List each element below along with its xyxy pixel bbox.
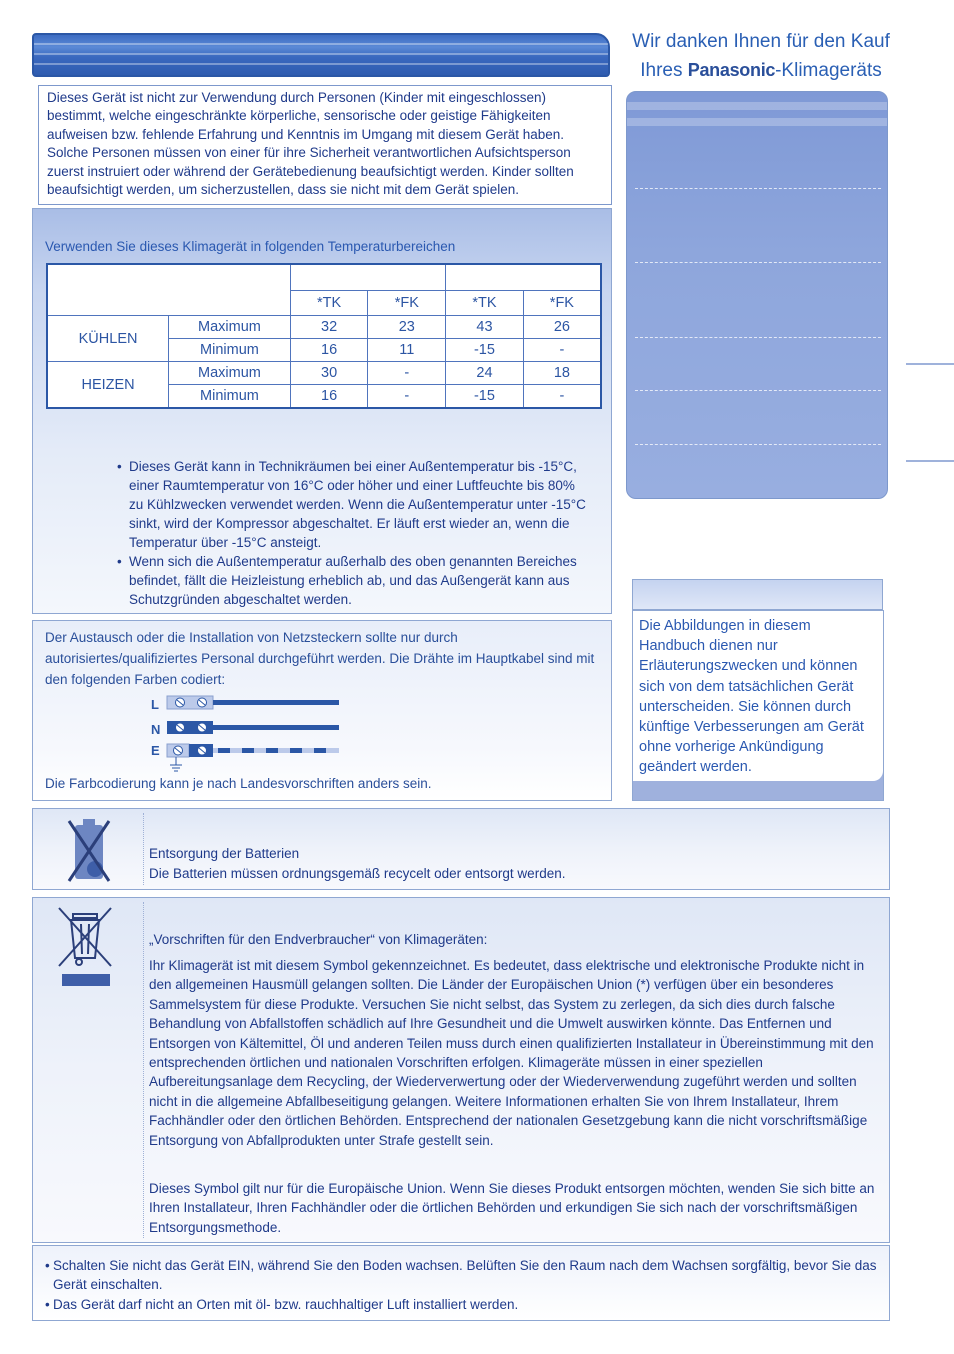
- value-cell: -15: [446, 385, 524, 409]
- contents-panel: [626, 91, 888, 499]
- unit-cell: *FK: [368, 290, 446, 315]
- temperature-intro: Verwenden Sie dieses Klimagerät in folgenden Temperaturbereichen: [45, 239, 456, 254]
- level-cell: Minimum: [169, 339, 291, 362]
- thanks-heading: [626, 28, 896, 85]
- table-corner-cell: [47, 264, 290, 316]
- unit-cell: *TK: [446, 290, 524, 315]
- value-cell: 26: [523, 316, 601, 339]
- brand-logo: Panasonic: [687, 60, 776, 80]
- value-cell: 18: [523, 362, 601, 385]
- value-cell: 32: [290, 316, 368, 339]
- value-cell: 24: [446, 362, 524, 385]
- battery-disposal-section: [32, 808, 890, 890]
- wiring-diagram-icon: [166, 695, 346, 775]
- mode-cell-heating: HEIZEN: [47, 362, 169, 409]
- plug-text: Der Austausch oder die Installation von Netzsteckern sollte nur durch autorisiertes/qualifiziertes Personal durchgeführt werden. Die Drähte im Hauptkabel sind mit den folgenden Farben codiert:: [45, 630, 595, 687]
- temperature-table: [46, 263, 602, 409]
- crossed-wheelie-bin-icon: [55, 904, 117, 986]
- value-cell: 11: [368, 339, 446, 362]
- table-header-row: [47, 264, 601, 290]
- section-title-bar: [32, 33, 610, 77]
- temperature-range-section: [32, 208, 612, 614]
- battery-title: Entsorgung der Batterien: [149, 846, 300, 861]
- wire-label-n: N: [151, 722, 161, 737]
- bottom-notes-section: [32, 1245, 890, 1321]
- plug-footer: Die Farbcodierung kann je nach Landesvorschriften anders sein.: [45, 776, 432, 791]
- level-cell: Maximum: [169, 316, 291, 339]
- page-tab-marker: [906, 460, 954, 462]
- thanks-suffix: -Klimageräts: [775, 60, 882, 81]
- illustration-note-header: [632, 579, 883, 610]
- unit-cell: *TK: [290, 290, 368, 315]
- note-item: • Das Gerät darf nicht an Orten mit öl- bzw. rauchhaltiger Luft installiert werden.: [45, 1296, 519, 1312]
- weee-text: Ihr Klimagerät ist mit diesem Symbol gekennzeichnet. Es bedeutet, dass elektrische und elektronische Produkte nicht in den allgemeinen Hausmüll gelangen sollten. Die Länder der Europäischen Union (*) verfügen über ein besonderes Sammelsystem für diese Produkte. Versuchen Sie nicht selbst, das System zu zerlegen, da sich dies durch falsche Behandlung von Abfallstoffen schädlich auf Ihre Gesundheit und die Umwelt auswirken könnte. Das Entfernen und Entsorgen von Kältemittel, Öl und anderen Teilen muss durch einen qualifizierten Installateur in Übereinstimmung mit den entsprechenden örtlichen und nationalen Vorschriften erfolgen. Klimageräte müssen in einer speziellen Aufbereitungsanlage dem Recycling, der Wiederverwertung oder der Wiederverwendung zugeführt werden und sollten nicht in die allgemeine Abfallbeseitigung gelangen. Weitere Informationen erhalten Sie von Ihrem Installateur, Ihrem Fachhändler oder den örtlichen Behörden. Entsprechend der nationalen Gesetzgebung kann die nicht vorschriftsmäßige Entsorgung von Abfallprodukten unter Strafe gestellt sein.: [149, 958, 874, 1148]
- value-cell: -: [368, 385, 446, 409]
- plug-wiring-section: [32, 620, 612, 801]
- value-cell: -: [523, 339, 601, 362]
- level-cell: Maximum: [169, 362, 291, 385]
- note-item: • Schalten Sie nicht das Gerät EIN, während Sie den Boden wachsen. Belüften Sie den Raum nach dem Wachsen sorgfältig, bevor Sie das Gerät einschalten.: [45, 1258, 877, 1293]
- value-cell: -: [368, 362, 446, 385]
- crossed-battery-icon: [67, 817, 111, 883]
- note-item: • Wenn sich die Außentemperatur außerhalb des oben genannten Bereiches befindet, fällt die Heizleistung erheblich ab, und das Außengerät kann aus Schutzgründen abgeschaltet werden.: [117, 552, 587, 609]
- weee-eu-text: Dieses Symbol gilt nur für die Europäische Union. Wenn Sie dieses Produkt entsorgen möchten, wenden Sie sich bitte an Ihren Installateur, Ihren Fachhändler oder die örtlichen Behörden und erkundigen Sie sich nach der vorschriftsmäßigen Entsorgungsmethode.: [149, 1181, 875, 1235]
- safety-warning-text: Dieses Gerät ist nicht zur Verwendung durch Personen (Kinder mit eingeschlossen) bestimmt, welche eingeschränkte körperliche, sensorische oder geistige Fähigkeiten aufweisen bzw. fehlende Erfahrung und Kenntnis im Umgang mit diesem Gerät haben. Solche Personen müssen von einer für ihre Sicherheit verantwortlichen Aufsichtsperson zuerst instruiert oder während der Gerätebedienung beaufsichtigt werden. Kinder sollten beaufsichtigt werden, um sicherzustellen, dass sie nicht mit dem Gerät spielen.: [47, 90, 574, 198]
- safety-warning-box: [38, 85, 612, 205]
- value-cell: 43: [446, 316, 524, 339]
- weee-disposal-section: [32, 897, 890, 1243]
- mode-cell-cooling: KÜHLEN: [47, 316, 169, 362]
- table-group-header-indoor: [290, 264, 445, 290]
- table-row: [47, 362, 601, 385]
- illustration-note-text: Die Abbildungen in diesem Handbuch dienen nur Erläuterungszwecken und können sich von dem tatsächlichen Gerät unterscheiden. Sie können durch künftige Verbesserungen am Gerät ohne vorherige Ankündigung geändert werden.: [639, 618, 864, 776]
- value-cell: 16: [290, 339, 368, 362]
- battery-text: Die Batterien müssen ordnungsgemäß recycelt oder entsorgt werden.: [149, 866, 566, 881]
- unit-cell: *FK: [523, 290, 601, 315]
- value-cell: 23: [368, 316, 446, 339]
- table-group-header-outdoor: [446, 264, 601, 290]
- thanks-line1: Wir danken Ihnen für den Kauf: [632, 31, 890, 52]
- table-row: [47, 316, 601, 339]
- wire-label-e: E: [151, 743, 160, 758]
- weee-title: „Vorschriften für den Endverbraucher“ von Klimageräten:: [149, 932, 488, 947]
- thanks-prefix: Ihres: [640, 60, 688, 81]
- value-cell: -15: [446, 339, 524, 362]
- value-cell: 16: [290, 385, 368, 409]
- temperature-notes: [117, 457, 587, 609]
- value-cell: 30: [290, 362, 368, 385]
- wire-label-l: L: [151, 697, 159, 712]
- illustration-note-box: [632, 610, 884, 801]
- level-cell: Minimum: [169, 385, 291, 409]
- value-cell: -: [523, 385, 601, 409]
- page-tab-marker: [906, 363, 954, 365]
- note-item: • Dieses Gerät kann in Technikräumen bei einer Außentemperatur bis -15°C, einer Raumtemperatur von 16°C oder höher und einer Luftfeuchte bis 80% zu Kühlzwecken verwendet werden. Wenn die Außentemperatur unter -15°C sinkt, wird der Kompressor abgeschaltet. Er läuft erst wieder an, wenn die Temperatur über -15°C ansteigt.: [117, 457, 587, 552]
